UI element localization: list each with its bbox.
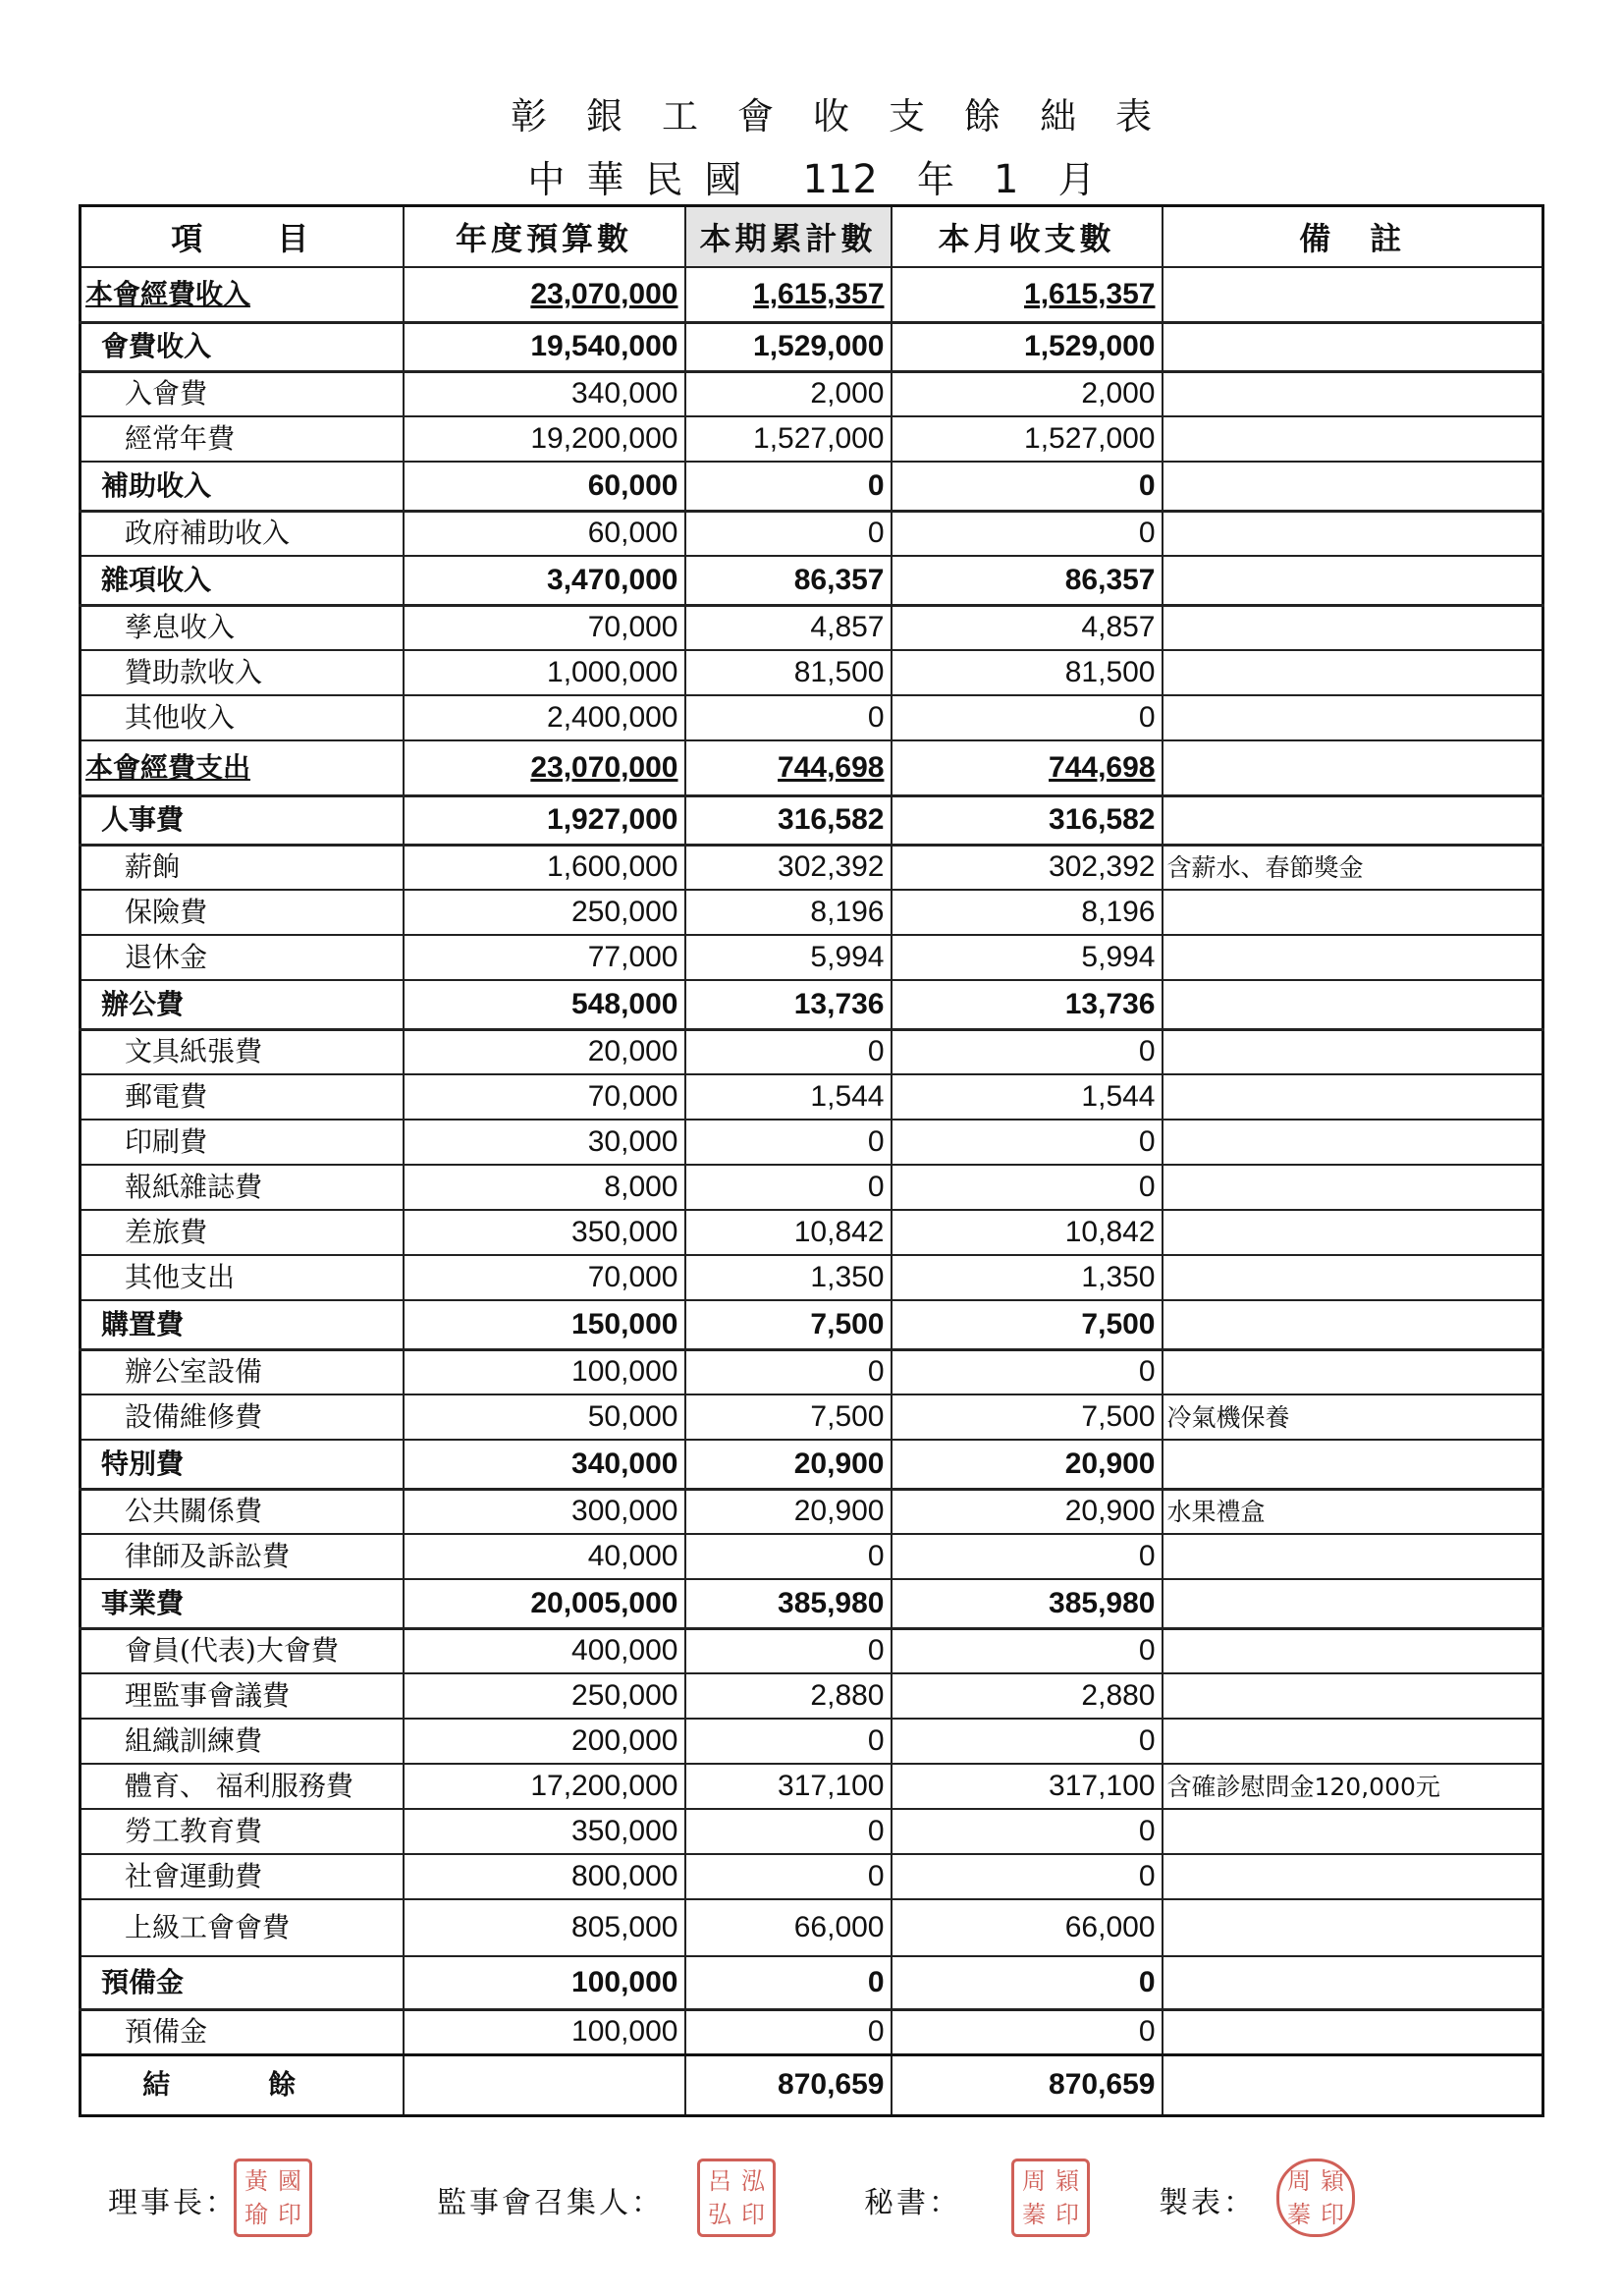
cell-cumulative: 0	[685, 1628, 892, 1673]
table-row	[81, 795, 1543, 845]
period-year: 112	[802, 157, 878, 202]
supervisor-seal	[697, 2159, 776, 2237]
table-row	[81, 1440, 1543, 1489]
balance-cell-item: 結餘	[81, 2054, 404, 2115]
cell-cumulative: 0	[685, 1809, 892, 1854]
preparer-seal	[1276, 2159, 1355, 2237]
cell-note	[1163, 1440, 1543, 1489]
cell-budget: 100,000	[404, 1956, 685, 2009]
cell-item: 理監事會議費	[81, 1673, 404, 1719]
cell-budget: 1,927,000	[404, 795, 685, 845]
cell-note	[1163, 1074, 1543, 1120]
balance-cell-cumulative: 870,659	[685, 2054, 892, 2115]
cell-budget: 30,000	[404, 1120, 685, 1165]
cell-note	[1163, 1029, 1543, 1074]
seal-char: 印	[1321, 2201, 1344, 2228]
cell-item: 政府補助收入	[81, 511, 404, 556]
cell-note	[1163, 1210, 1543, 1255]
cell-item: 保險費	[81, 890, 404, 935]
cell-note	[1163, 650, 1543, 695]
cell-item: 公共關係費	[81, 1489, 404, 1534]
cell-cumulative: 1,615,357	[685, 267, 892, 322]
cell-cumulative: 0	[685, 462, 892, 511]
cell-note	[1163, 462, 1543, 511]
cell-cumulative: 1,529,000	[685, 322, 892, 371]
cell-cumulative: 66,000	[685, 1899, 892, 1956]
table-row	[81, 695, 1543, 740]
cell-monthly: 1,615,357	[892, 267, 1163, 322]
cell-budget: 70,000	[404, 1074, 685, 1120]
cell-item: 會費收入	[81, 322, 404, 371]
cell-item: 本會經費支出	[81, 740, 404, 795]
cell-budget: 548,000	[404, 980, 685, 1029]
cell-budget: 70,000	[404, 1255, 685, 1300]
cell-item: 特別費	[81, 1440, 404, 1489]
cell-budget: 805,000	[404, 1899, 685, 1956]
cell-item: 辦公費	[81, 980, 404, 1029]
col-header-note: 備 註	[1163, 206, 1543, 268]
cell-item: 預備金	[81, 1956, 404, 2009]
cell-cumulative: 20,900	[685, 1489, 892, 1534]
cell-item: 差旅費	[81, 1210, 404, 1255]
table-row	[81, 980, 1543, 1029]
table-row	[81, 1120, 1543, 1165]
cell-note: 水果禮盒	[1163, 1489, 1543, 1534]
seal-char: 蓁	[1287, 2201, 1311, 2228]
cell-note	[1163, 1579, 1543, 1628]
period-year-unit: 年	[916, 158, 954, 201]
supervisor-convener-label: 監事會召集人：	[437, 2186, 664, 2220]
cell-monthly: 2,880	[892, 1673, 1163, 1719]
income-expense-table	[79, 204, 1544, 2117]
table-row	[81, 1394, 1543, 1440]
cell-monthly: 316,582	[892, 795, 1163, 845]
cell-monthly: 86,357	[892, 556, 1163, 605]
cell-note	[1163, 416, 1543, 462]
cell-monthly: 2,000	[892, 371, 1163, 416]
cell-budget: 350,000	[404, 1809, 685, 1854]
cell-note	[1163, 605, 1543, 650]
cell-note	[1163, 1809, 1543, 1854]
table-row	[81, 1165, 1543, 1210]
cell-budget: 300,000	[404, 1489, 685, 1534]
cell-item: 預備金	[81, 2009, 404, 2054]
cell-item: 事業費	[81, 1579, 404, 1628]
cell-note	[1163, 322, 1543, 371]
cell-note	[1163, 1899, 1543, 1956]
cell-note	[1163, 1165, 1543, 1210]
cell-budget: 3,470,000	[404, 556, 685, 605]
cell-cumulative: 7,500	[685, 1394, 892, 1440]
cell-cumulative: 81,500	[685, 650, 892, 695]
cell-monthly: 10,842	[892, 1210, 1163, 1255]
cell-cumulative: 0	[685, 1349, 892, 1394]
cell-monthly: 0	[892, 1349, 1163, 1394]
table-row	[81, 556, 1543, 605]
cell-monthly: 1,529,000	[892, 322, 1163, 371]
table-row	[81, 605, 1543, 650]
cell-budget: 200,000	[404, 1719, 685, 1764]
cell-note	[1163, 740, 1543, 795]
cell-budget: 1,000,000	[404, 650, 685, 695]
seal-char: 瑜	[244, 2201, 268, 2228]
table-header-row	[81, 206, 1543, 268]
cell-budget: 250,000	[404, 1673, 685, 1719]
table-row	[81, 1854, 1543, 1899]
cell-budget: 150,000	[404, 1300, 685, 1349]
table-row	[81, 845, 1543, 890]
cell-item: 印刷費	[81, 1120, 404, 1165]
cell-budget: 23,070,000	[404, 740, 685, 795]
cell-item: 辦公室設備	[81, 1349, 404, 1394]
cell-item: 補助收入	[81, 462, 404, 511]
table-row	[81, 2009, 1543, 2054]
cell-budget: 60,000	[404, 511, 685, 556]
seal-char: 印	[1055, 2201, 1079, 2228]
cell-note	[1163, 1673, 1543, 1719]
cell-cumulative: 1,350	[685, 1255, 892, 1300]
table-row	[81, 1764, 1543, 1809]
cell-monthly: 5,994	[892, 935, 1163, 980]
cell-cumulative: 1,544	[685, 1074, 892, 1120]
cell-note	[1163, 890, 1543, 935]
cell-item: 雜項收入	[81, 556, 404, 605]
cell-monthly: 0	[892, 1854, 1163, 1899]
cell-note	[1163, 511, 1543, 556]
cell-budget: 20,005,000	[404, 1579, 685, 1628]
cell-cumulative: 316,582	[685, 795, 892, 845]
document-period	[0, 149, 1623, 203]
cell-budget: 340,000	[404, 371, 685, 416]
cell-monthly: 317,100	[892, 1764, 1163, 1809]
balance-cell-monthly: 870,659	[892, 2054, 1163, 2115]
cell-cumulative: 20,900	[685, 1440, 892, 1489]
cell-item: 上級工會會費	[81, 1899, 404, 1956]
seal-char: 呂	[708, 2167, 731, 2195]
document-title: 彰銀工會收支餘絀表	[511, 95, 1191, 137]
cell-cumulative: 86,357	[685, 556, 892, 605]
table-row	[81, 1210, 1543, 1255]
cell-budget: 8,000	[404, 1165, 685, 1210]
cell-item: 文具紙張費	[81, 1029, 404, 1074]
cell-monthly: 385,980	[892, 1579, 1163, 1628]
cell-note	[1163, 1120, 1543, 1165]
cell-note	[1163, 1854, 1543, 1899]
cell-cumulative: 385,980	[685, 1579, 892, 1628]
cell-cumulative: 0	[685, 1854, 892, 1899]
cell-note	[1163, 556, 1543, 605]
table-row	[81, 511, 1543, 556]
table-row	[81, 1809, 1543, 1854]
chairman-label: 理事長：	[108, 2186, 238, 2220]
cell-item: 設備維修費	[81, 1394, 404, 1440]
seal-char: 蓁	[1022, 2201, 1046, 2228]
cell-monthly: 20,900	[892, 1489, 1163, 1534]
cell-cumulative: 1,527,000	[685, 416, 892, 462]
preparer-label: 製表：	[1159, 2186, 1256, 2220]
cell-budget: 19,540,000	[404, 322, 685, 371]
cell-monthly: 13,736	[892, 980, 1163, 1029]
seal-char: 周	[1287, 2167, 1311, 2195]
table-row	[81, 1349, 1543, 1394]
cell-note	[1163, 980, 1543, 1029]
cell-cumulative: 0	[685, 511, 892, 556]
cell-budget: 23,070,000	[404, 267, 685, 322]
cell-note	[1163, 1349, 1543, 1394]
cell-monthly: 1,527,000	[892, 416, 1163, 462]
cell-item: 報紙雜誌費	[81, 1165, 404, 1210]
balance-row	[81, 2054, 1543, 2115]
cell-cumulative: 0	[685, 2009, 892, 2054]
cell-monthly: 0	[892, 1956, 1163, 2009]
cell-cumulative: 4,857	[685, 605, 892, 650]
cell-note	[1163, 371, 1543, 416]
cell-monthly: 0	[892, 462, 1163, 511]
cell-item: 勞工教育費	[81, 1809, 404, 1854]
cell-item: 郵電費	[81, 1074, 404, 1120]
balance-cell-budget	[404, 2054, 685, 2115]
col-header-monthly: 本月收支數	[892, 206, 1163, 268]
table-row	[81, 1074, 1543, 1120]
secretary-seal	[1011, 2159, 1090, 2237]
cell-item: 人事費	[81, 795, 404, 845]
cell-monthly: 81,500	[892, 650, 1163, 695]
cell-note: 含確診慰問金120,000元	[1163, 1764, 1543, 1809]
cell-item: 孳息收入	[81, 605, 404, 650]
cell-cumulative: 302,392	[685, 845, 892, 890]
table-row	[81, 416, 1543, 462]
cell-monthly: 4,857	[892, 605, 1163, 650]
seal-char: 穎	[1055, 2167, 1079, 2195]
cell-item: 社會運動費	[81, 1854, 404, 1899]
cell-monthly: 0	[892, 1534, 1163, 1579]
cell-budget: 70,000	[404, 605, 685, 650]
table-row	[81, 1899, 1543, 1956]
cell-monthly: 0	[892, 1719, 1163, 1764]
cell-note	[1163, 267, 1543, 322]
cell-cumulative: 744,698	[685, 740, 892, 795]
period-month: 1	[994, 157, 1019, 202]
cell-cumulative: 2,000	[685, 371, 892, 416]
cell-note	[1163, 1300, 1543, 1349]
cell-monthly: 0	[892, 1809, 1163, 1854]
cell-monthly: 1,544	[892, 1074, 1163, 1120]
cell-cumulative: 317,100	[685, 1764, 892, 1809]
seal-char: 泓	[741, 2167, 765, 2195]
cell-note	[1163, 1534, 1543, 1579]
table-row	[81, 267, 1543, 322]
table-row	[81, 322, 1543, 371]
table-row	[81, 1719, 1543, 1764]
cell-monthly: 744,698	[892, 740, 1163, 795]
cell-budget: 340,000	[404, 1440, 685, 1489]
cell-cumulative: 10,842	[685, 1210, 892, 1255]
cell-budget: 800,000	[404, 1854, 685, 1899]
seal-char: 國	[278, 2167, 301, 2195]
cell-cumulative: 13,736	[685, 980, 892, 1029]
cell-monthly: 0	[892, 695, 1163, 740]
cell-monthly: 66,000	[892, 1899, 1163, 1956]
period-prefix: 中華民國	[527, 158, 764, 201]
table-row	[81, 650, 1543, 695]
cell-cumulative: 0	[685, 1120, 892, 1165]
cell-item: 入會費	[81, 371, 404, 416]
cell-budget: 100,000	[404, 1349, 685, 1394]
table-row	[81, 1956, 1543, 2009]
signature-row	[108, 2160, 1502, 2249]
cell-cumulative: 0	[685, 1165, 892, 1210]
cell-cumulative: 0	[685, 1534, 892, 1579]
col-header-cumulative: 本期累計數	[685, 206, 892, 268]
cell-note	[1163, 695, 1543, 740]
cell-budget: 1,600,000	[404, 845, 685, 890]
seal-char: 黃	[244, 2167, 268, 2195]
cell-budget: 40,000	[404, 1534, 685, 1579]
cell-cumulative: 0	[685, 1029, 892, 1074]
cell-item: 體育、 福利服務費	[81, 1764, 404, 1809]
cell-item: 購置費	[81, 1300, 404, 1349]
cell-note	[1163, 1956, 1543, 2009]
cell-budget: 19,200,000	[404, 416, 685, 462]
cell-cumulative: 5,994	[685, 935, 892, 980]
cell-budget: 2,400,000	[404, 695, 685, 740]
cell-monthly: 0	[892, 1628, 1163, 1673]
cell-budget: 17,200,000	[404, 1764, 685, 1809]
cell-monthly: 8,196	[892, 890, 1163, 935]
cell-note: 含薪水、春節獎金	[1163, 845, 1543, 890]
cell-budget: 100,000	[404, 2009, 685, 2054]
cell-cumulative: 8,196	[685, 890, 892, 935]
seal-char: 穎	[1321, 2167, 1344, 2195]
seal-char: 周	[1022, 2167, 1046, 2195]
cell-budget: 400,000	[404, 1628, 685, 1673]
seal-char: 印	[741, 2201, 765, 2228]
cell-item: 經常年費	[81, 416, 404, 462]
table-row	[81, 1255, 1543, 1300]
cell-budget: 50,000	[404, 1394, 685, 1440]
cell-item: 退休金	[81, 935, 404, 980]
table-row	[81, 1300, 1543, 1349]
cell-monthly: 1,350	[892, 1255, 1163, 1300]
table-row	[81, 371, 1543, 416]
period-month-unit: 月	[1057, 158, 1096, 201]
cell-item: 其他收入	[81, 695, 404, 740]
cell-item: 會員(代表)大會費	[81, 1628, 404, 1673]
cell-budget: 250,000	[404, 890, 685, 935]
cell-monthly: 7,500	[892, 1394, 1163, 1440]
cell-monthly: 0	[892, 2009, 1163, 2054]
chairman-seal	[234, 2159, 312, 2237]
secretary-label: 秘書：	[864, 2186, 961, 2220]
col-header-budget: 年度預算數	[404, 206, 685, 268]
cell-item: 組織訓練費	[81, 1719, 404, 1764]
cell-item: 律師及訴訟費	[81, 1534, 404, 1579]
col-header-item: 項 目	[81, 206, 404, 268]
cell-budget: 77,000	[404, 935, 685, 980]
table-row	[81, 935, 1543, 980]
cell-budget: 350,000	[404, 1210, 685, 1255]
cell-cumulative: 0	[685, 1956, 892, 2009]
cell-note	[1163, 1628, 1543, 1673]
seal-char: 弘	[708, 2201, 731, 2228]
seal-char: 印	[278, 2201, 301, 2228]
table-row	[81, 1628, 1543, 1673]
cell-monthly: 0	[892, 1029, 1163, 1074]
cell-item: 本會經費收入	[81, 267, 404, 322]
cell-item: 贊助款收入	[81, 650, 404, 695]
table-row	[81, 1029, 1543, 1074]
cell-monthly: 7,500	[892, 1300, 1163, 1349]
cell-budget: 60,000	[404, 462, 685, 511]
balance-cell-note	[1163, 2054, 1543, 2115]
table-row	[81, 462, 1543, 511]
cell-cumulative: 0	[685, 695, 892, 740]
cell-cumulative: 7,500	[685, 1300, 892, 1349]
cell-monthly: 0	[892, 1165, 1163, 1210]
table-row	[81, 890, 1543, 935]
cell-note	[1163, 795, 1543, 845]
cell-cumulative: 2,880	[685, 1673, 892, 1719]
cell-note	[1163, 935, 1543, 980]
table-row	[81, 740, 1543, 795]
cell-monthly: 20,900	[892, 1440, 1163, 1489]
table-row	[81, 1489, 1543, 1534]
cell-item: 薪餉	[81, 845, 404, 890]
cell-note	[1163, 2009, 1543, 2054]
table-row	[81, 1579, 1543, 1628]
table-row	[81, 1534, 1543, 1579]
cell-note: 冷氣機保養	[1163, 1394, 1543, 1440]
table-row	[81, 1673, 1543, 1719]
cell-monthly: 0	[892, 511, 1163, 556]
cell-monthly: 302,392	[892, 845, 1163, 890]
cell-cumulative: 0	[685, 1719, 892, 1764]
cell-monthly: 0	[892, 1120, 1163, 1165]
cell-item: 其他支出	[81, 1255, 404, 1300]
cell-note	[1163, 1255, 1543, 1300]
cell-budget: 20,000	[404, 1029, 685, 1074]
cell-note	[1163, 1719, 1543, 1764]
